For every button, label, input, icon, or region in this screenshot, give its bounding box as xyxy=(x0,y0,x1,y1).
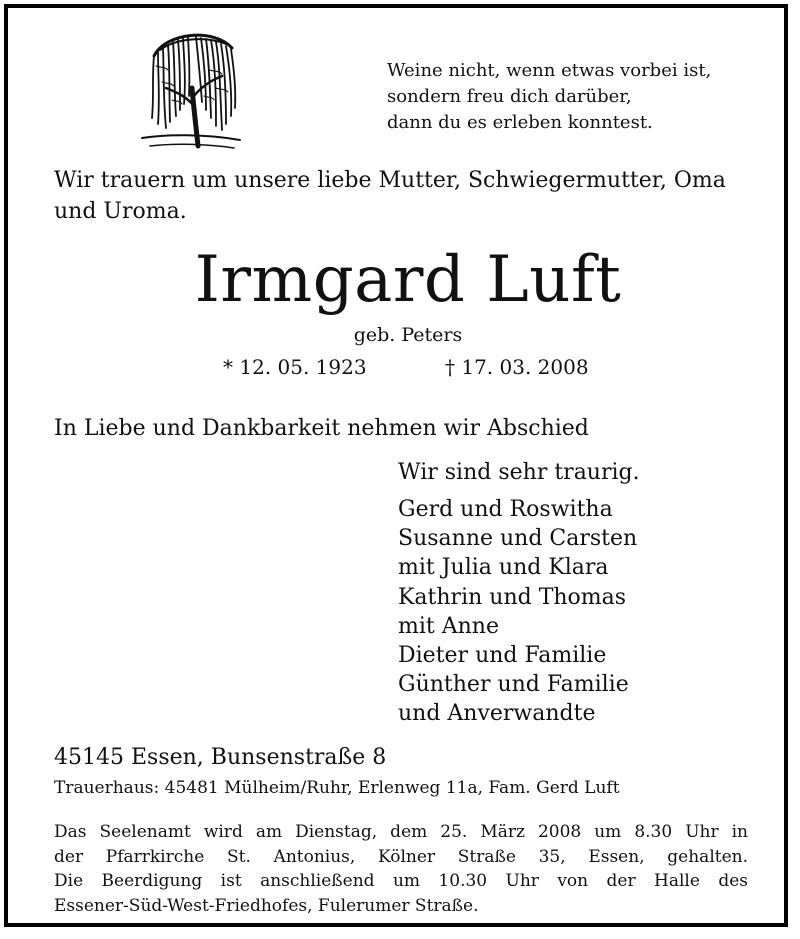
mourners-list xyxy=(398,495,637,729)
sad-line: Wir sind sehr traurig. xyxy=(398,460,640,485)
notice-line: Die Beerdigung ist anschließend um 10.30 Uhr von der Halle des xyxy=(54,871,748,891)
poem-line: dann du es erleben konntest. xyxy=(387,112,653,133)
mourner-entry: und Anverwandte xyxy=(398,701,596,727)
poem-line: Weine nicht, wenn etwas vorbei ist, xyxy=(387,60,712,81)
deceased-name: Irmgard Luft xyxy=(194,243,622,317)
birth-date: * 12. 05. 1923 xyxy=(223,355,367,379)
obituary-notice xyxy=(4,4,788,927)
notice-line: der Pfarrkirche St. Antonius, Kölner Straße 35, Essen, gehalten. xyxy=(54,846,748,867)
trauerhaus-line: Trauerhaus: 45481 Mülheim/Ruhr, Erlenweg 11a, Fam. Gerd Luft xyxy=(54,778,620,798)
notice-line: Das Seelenamt wird am Dienstag, dem 25. März 2008 um 8.30 Uhr in xyxy=(54,822,748,842)
mourner-entry: mit Anne xyxy=(398,613,499,639)
farewell-text: In Liebe und Dankbarkeit nehmen wir Abschied xyxy=(54,416,589,441)
mourner-entry: mit Julia und Klara xyxy=(398,555,609,581)
mourner-entry: Susanne und Carsten xyxy=(398,526,638,552)
maiden-name: geb. Peters xyxy=(353,324,463,346)
funeral-notice xyxy=(54,820,748,918)
mourner-entry: Gerd und Roswitha xyxy=(398,497,613,522)
mourner-entry: Kathrin und Thomas xyxy=(398,584,627,610)
weeping-willow-icon xyxy=(136,26,246,156)
notice-line: Essener-Süd-West-Friedhofes, Fulerumer Straße. xyxy=(54,895,479,916)
intro-text: Wir trauern um unsere liebe Mutter, Schwiegermutter, Oma und Uroma. xyxy=(54,168,726,224)
mourner-entry: Dieter und Familie xyxy=(398,643,607,669)
poem-line: sondern freu dich darüber, xyxy=(387,86,632,107)
poem xyxy=(387,58,711,136)
address: 45145 Essen, Bunsenstraße 8 xyxy=(54,745,387,770)
mourner-entry: Günther und Familie xyxy=(398,672,629,698)
death-date: † 17. 03. 2008 xyxy=(445,355,589,379)
